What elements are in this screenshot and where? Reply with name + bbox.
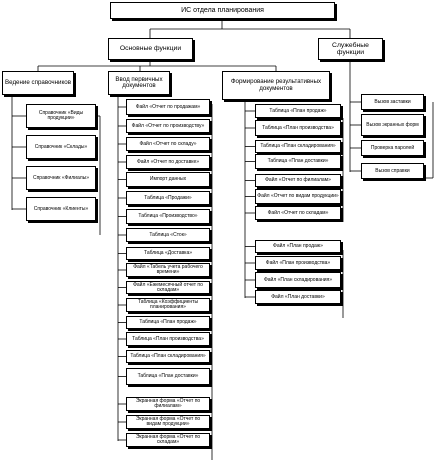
service-item: Вызов заставки	[361, 94, 424, 110]
basic-functions-node: Основные функции	[108, 38, 193, 60]
input-doc-item: Файл «Отчет по продажам»	[126, 99, 210, 115]
service-functions-node: Служебные функции	[318, 38, 383, 60]
input-doc-item: Экранная форма «Отчет по филиалам»	[126, 397, 210, 411]
result-doc-item: Файл «План производства»	[255, 256, 341, 270]
input-doc-item: Таблица «План продаж»	[126, 316, 210, 329]
results-docs-node: Формирование результативных документов	[222, 71, 330, 100]
input-doc-item: Файл «Отчет по производству»	[126, 119, 210, 133]
input-doc-item: Таблица «Производство»	[126, 209, 210, 224]
result-doc-item: Таблица «План продаж»	[255, 104, 341, 118]
input-docs-node: Ввод первичных документов	[108, 71, 170, 95]
input-doc-item: Файл «Отчет по доставке»	[126, 155, 210, 169]
result-doc-item: Таблица «План производства»	[255, 120, 341, 136]
result-doc-item: Таблица «План складирования»	[255, 140, 341, 153]
input-doc-item: Экранная форма «Отчет по видам продукции»	[126, 415, 210, 429]
reference-item: Справочник «Склады»	[26, 135, 96, 159]
result-doc-item: Файл «Отчет по складам»	[255, 206, 341, 220]
input-doc-item: Таблица «Сток»	[126, 228, 210, 242]
input-doc-item: Файл «Табель учета рабочего времени»	[126, 263, 210, 277]
input-doc-item: Таблица «Доставка»	[126, 247, 210, 260]
input-doc-item: Таблица «План производства»	[126, 332, 210, 346]
result-doc-item: Файл «Отчет по филиалам»	[255, 174, 341, 187]
input-doc-item: Файл «Ежемесячный отчет по складам»	[126, 281, 210, 294]
result-doc-item: Таблица «План доставки»	[255, 154, 341, 169]
reference-item: Справочник «Филиалы»	[26, 166, 96, 190]
result-doc-item: Файл «План доставки»	[255, 290, 341, 304]
input-doc-item: Экранная форма «Отчет по складам»	[126, 433, 210, 447]
input-doc-item: Файл «Отчет по складу»	[126, 137, 210, 151]
root-node: ИС отдела планирования	[110, 2, 335, 19]
input-doc-item: Таблица «План доставки»	[126, 368, 210, 385]
result-doc-item: Файл «Отчет по видам продукции»	[255, 189, 341, 204]
result-doc-item: Файл «План продаж»	[255, 240, 341, 253]
reference-node: Ведение справочников	[2, 71, 74, 95]
service-item: Проверка паролей	[361, 140, 424, 156]
service-item: Вызов экранных форм	[361, 114, 424, 136]
input-doc-item: Импорт данных	[126, 172, 210, 187]
result-doc-item: Файл «План складирования»	[255, 272, 341, 288]
input-doc-item: Таблица «Коэффициенты планирования»	[126, 298, 210, 312]
reference-item: Справочник «Клиенты»	[26, 197, 96, 221]
input-doc-item: Таблица «Продажи»	[126, 191, 210, 205]
input-doc-item: Таблица «План складирования»	[126, 350, 210, 363]
reference-item: Справочник «Виды продукции»	[26, 104, 96, 128]
service-item: Вызов справки	[361, 163, 424, 179]
